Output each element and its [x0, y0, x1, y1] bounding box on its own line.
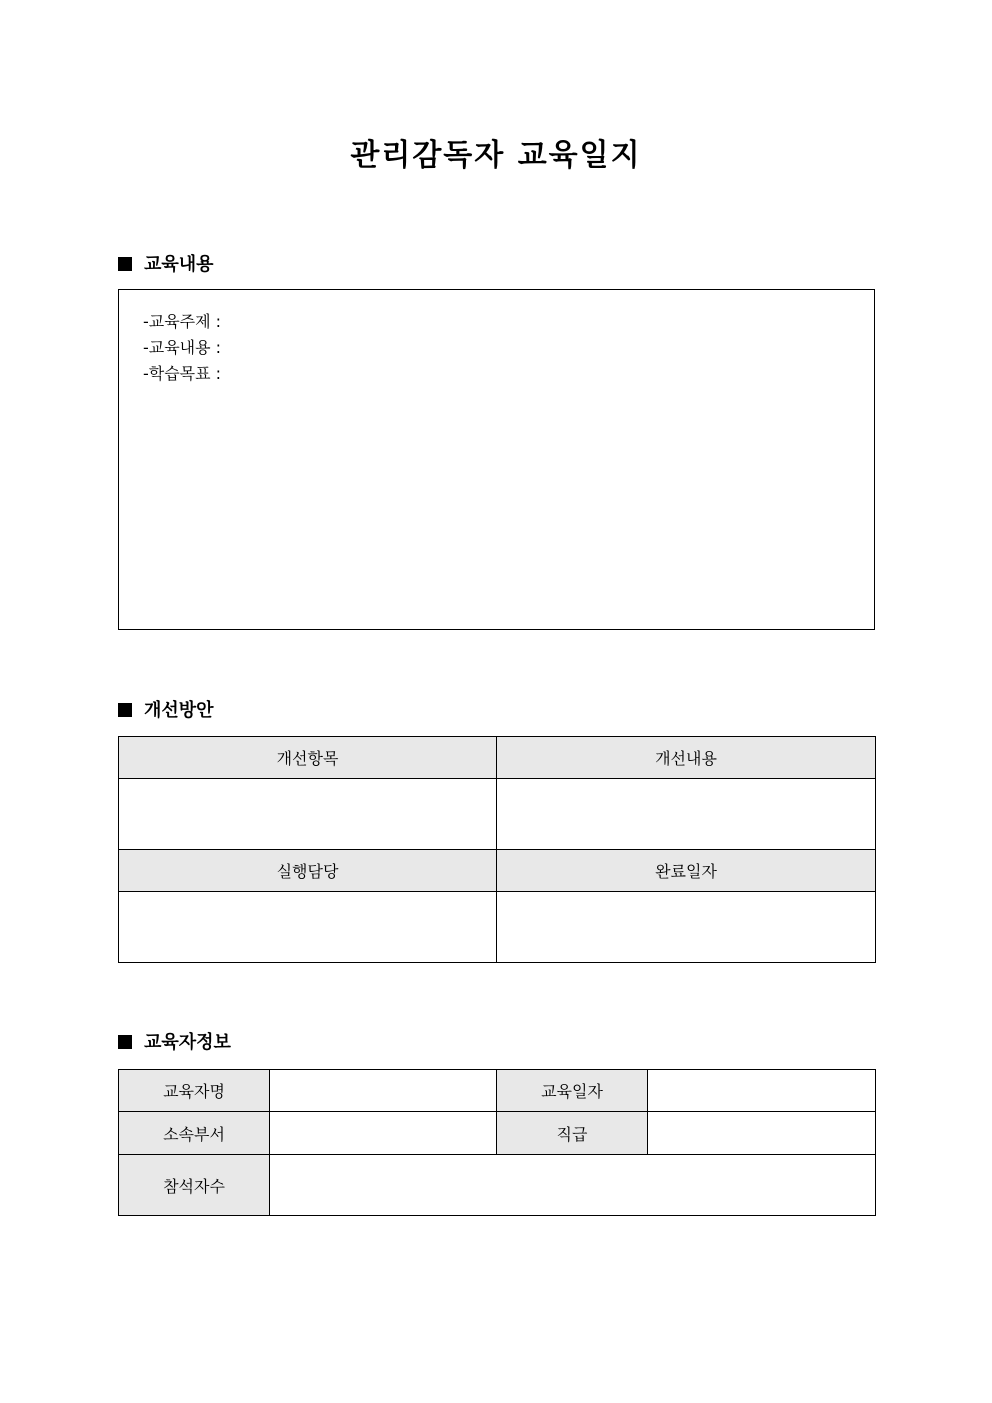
improvement-detail-cell[interactable]	[497, 779, 876, 850]
attendee-count-label: 참석자수	[119, 1155, 270, 1216]
section-title: 교육내용	[144, 254, 214, 275]
learning-goal-line: -학습목표 :	[143, 364, 222, 383]
attendee-count-field[interactable]	[270, 1155, 876, 1216]
educator-name-label: 교육자명	[119, 1070, 270, 1112]
educator-info-table	[118, 1069, 876, 1216]
position-label: 직급	[497, 1112, 648, 1155]
completion-date-cell[interactable]	[497, 892, 876, 963]
improvement-item-header: 개선항목	[119, 737, 497, 779]
education-content-line: -교육내용 :	[143, 338, 222, 357]
improvement-detail-header: 개선내용	[497, 737, 876, 779]
square-bullet-icon	[118, 257, 132, 271]
department-label: 소속부서	[119, 1112, 270, 1155]
education-content-box[interactable]	[118, 289, 875, 630]
education-topic-line: -교육주제 :	[143, 312, 222, 331]
position-field[interactable]	[648, 1112, 876, 1155]
section-heading-education-content	[118, 253, 214, 277]
section-title: 개선방안	[144, 700, 214, 721]
square-bullet-icon	[118, 703, 132, 717]
improvement-table	[118, 736, 876, 963]
section-heading-educator-info	[118, 1031, 231, 1055]
completion-date-header: 완료일자	[497, 850, 876, 892]
section-heading-improvement	[118, 699, 214, 723]
department-field[interactable]	[270, 1112, 497, 1155]
education-date-field[interactable]	[648, 1070, 876, 1112]
document-title: 관리감독자 교육일지	[350, 138, 642, 173]
section-title: 교육자정보	[144, 1032, 231, 1053]
executor-cell[interactable]	[119, 892, 497, 963]
improvement-item-cell[interactable]	[119, 779, 497, 850]
executor-header: 실행담당	[119, 850, 497, 892]
educator-name-field[interactable]	[270, 1070, 497, 1112]
education-date-label: 교육일자	[497, 1070, 648, 1112]
square-bullet-icon	[118, 1035, 132, 1049]
